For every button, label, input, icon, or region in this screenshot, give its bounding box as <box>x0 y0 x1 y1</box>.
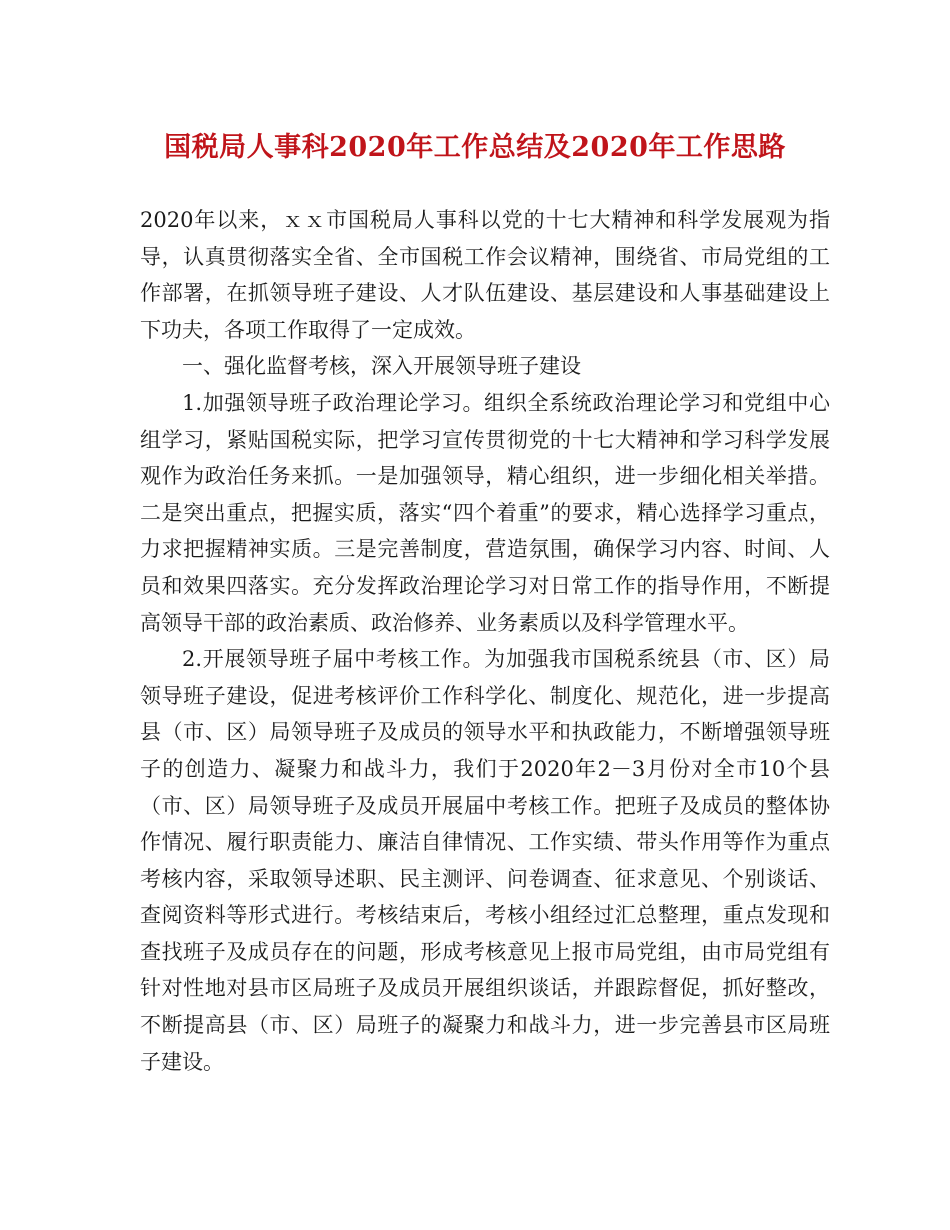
paragraph-item-1: 1.加强领导班子政治理论学习。组织全系统政治理论学习和党组中心组学习，紧贴国税实际，把学习宣传贯彻党的十七大精神和学习科学发展观作为政治任务来抓。一是加强领导，精心组织，进一步细化相关举措。二是突出重点，把握实质，落实“四个着重”的要求，精心选择学习重点，力求把握精神实质。三是完善制度，营造氛围，确保学习内容、时间、人员和效果四落实。充分发挥政治理论学习对日常工作的指导作用，不断提高领导干部的政治素质、政治修养、业务素质以及科学管理水平。 <box>140 390 830 635</box>
document-title: 国税局人事科2020年工作总结及2020年工作思路 <box>164 132 786 163</box>
paragraph-item-2: 2.开展领导班子届中考核工作。为加强我市国税系统县（市、区）局领导班子建设，促进考核评价工作科学化、制度化、规范化，进一步提高县（市、区）局领导班子及成员的领导水平和执政能力，不断增强领导班子的创造力、凝聚力和战斗力，我们于2020年2－3月份对全市10个县（市、区）局领导班子及成员开展届中考核工作。把班子及成员的整体协作情况、履行职责能力、廉洁自律情况、工作实绩、带头作用等作为重点考核内容，采取领导述职、民主测评、问卷调查、征求意见、个别谈话、查阅资料等形式进行。考核结束后，考核小组经过汇总整理，重点发现和查找班子及成员存在的问题，形成考核意见上报市局党组，由市局党组有针对性地对县市区局班子及成员开展组织谈话，并跟踪督促，抓好整改，不断提高县（市、区）局班子的凝聚力和战斗力，进一步完善县市区局班子建设。 <box>140 647 830 1074</box>
paragraph-intro: 2020年以来，ｘｘ市国税局人事科以党的十七大精神和科学发展观为指导，认真贯彻落实全省、全市国税工作会议精神，围绕省、市局党组的工作部署，在抓领导班子建设、人才队伍建设、基层建设和人事基础建设上下功夫，各项工作取得了一定成效。 <box>140 208 830 342</box>
document-body <box>140 202 830 1080</box>
section-heading: 一、强化监督考核，深入开展领导班子建设 <box>182 354 581 379</box>
